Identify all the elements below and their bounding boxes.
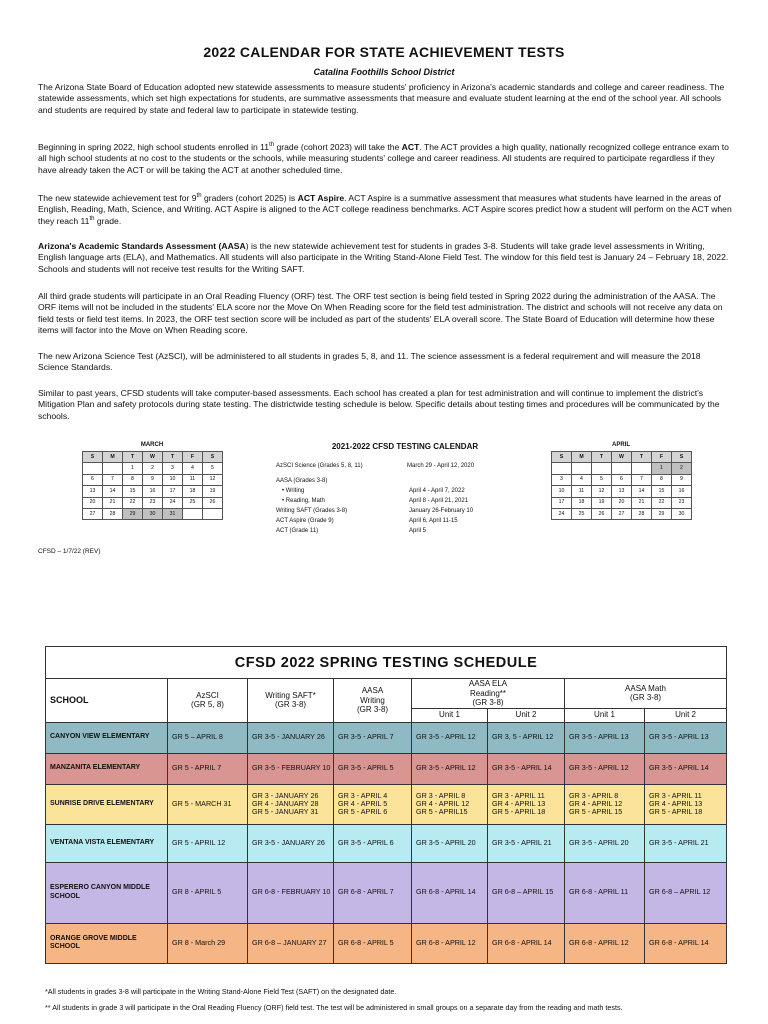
calendar-day: 26 (592, 508, 612, 519)
test-date-cell (645, 862, 727, 923)
test-date-cell (488, 784, 565, 824)
calendar-day: 14 (103, 486, 123, 497)
test-date: GR 5 - APRIL 18 (649, 807, 703, 817)
calendar-day-header: T (592, 452, 612, 463)
calendar-day: 27 (83, 508, 103, 519)
schedule-row (46, 862, 727, 923)
test-date-cell (168, 722, 248, 753)
test-date: GR 3-5 - APRIL 12 (416, 732, 476, 742)
testing-calendar-title: 2021-2022 CFSD TESTING CALENDAR (331, 442, 479, 451)
test-date: GR 3-5 - APRIL 7 (338, 732, 394, 742)
test-date: GR 3 - APRIL 11 (649, 790, 702, 800)
schedule-title: CFSD 2022 SPRING TESTING SCHEDULE (46, 647, 727, 679)
test-date: GR 3-5 - FEBRUARY 10 (252, 763, 331, 773)
aasa-label: AASA (Grades 3-8) (276, 478, 328, 484)
test-date: GR 3-5 - APRIL 13 (649, 732, 709, 742)
act-aspire-label: ACT Aspire (Grade 9) (276, 518, 334, 524)
calendar-day-header: T (163, 452, 183, 463)
test-date-cell (645, 722, 727, 753)
test-date-cell (168, 753, 248, 784)
aasa-paragraph (38, 241, 732, 275)
header-line: AASA (361, 686, 384, 695)
test-date: GR 3-5 - APRIL 20 (569, 837, 629, 847)
test-date-cell (334, 722, 412, 753)
test-date-cell (565, 862, 645, 923)
header-line: Reading** (469, 688, 507, 698)
test-date-cell (565, 923, 645, 963)
school-name: MANZANITA ELEMENTARY (46, 753, 168, 784)
test-date: GR 4 - APRIL 12 (569, 798, 623, 808)
test-date: GR 3 - JANUARY 26 (252, 790, 319, 800)
calendar-day (572, 463, 592, 474)
test-date-cell (488, 862, 565, 923)
calendar-day: 1 (652, 463, 672, 474)
azsci-header (168, 679, 248, 723)
superscript: th (196, 193, 202, 200)
calendar-day: 14 (632, 486, 652, 497)
test-date-cell (488, 923, 565, 963)
calendar-day: 13 (83, 486, 103, 497)
test-date-cell (248, 753, 334, 784)
header-line: AASA Math (625, 683, 666, 693)
march-calendar (82, 451, 223, 520)
calendar-day-header: W (612, 452, 632, 463)
test-date: GR 5 - APRIL 12 (172, 837, 226, 847)
test-date-cell (334, 923, 412, 963)
calendar-day-header: W (143, 452, 163, 463)
test-date-cell (488, 753, 565, 784)
test-date-cell (248, 722, 334, 753)
april-calendar (551, 451, 692, 520)
calendar-day: 4 (183, 463, 203, 474)
test-date: GR 3 - APRIL 11 (492, 790, 545, 800)
calendar-day: 20 (83, 497, 103, 508)
test-date: GR 3 - APRIL 8 (569, 790, 619, 800)
calendar-day: 16 (672, 486, 692, 497)
calendar-day: 31 (163, 508, 183, 519)
test-date: GR 5 - APRIL 18 (492, 807, 546, 817)
test-date-cell (168, 862, 248, 923)
test-date: GR 3-5 - APRIL 14 (492, 763, 552, 773)
test-date: GR 3-5 - APRIL 12 (569, 763, 629, 773)
schedule-row (46, 824, 727, 862)
act-date: April 5 (409, 528, 427, 534)
test-date: GR 6-8 – JANUARY 27 (252, 937, 327, 947)
calendar-day: 19 (592, 497, 612, 508)
calendar-day: 15 (123, 486, 143, 497)
calendar-day: 17 (552, 497, 572, 508)
calendar-day (632, 463, 652, 474)
saft-header (248, 679, 334, 723)
calendar-day-header: F (183, 452, 203, 463)
test-date: GR 6-8 - FEBRUARY 10 (252, 887, 331, 897)
calendar-day: 10 (163, 474, 183, 485)
test-date-cell (248, 784, 334, 824)
march-calendar-title: MARCH (140, 442, 164, 448)
calendar-day: 27 (612, 508, 632, 519)
text-run: ) is the new statewide achievement test for students in grades 3-8. Students will take grade level assessments in Writing, English language arts (ELA), and Mathematics. All students will also participate in the Writing Stand-Alone Field Test. The window for this field test is January 24 – February 18, 2022. Schools and students will not receive test results for the Writing SAFT. (38, 241, 729, 274)
test-date-cell (488, 722, 565, 753)
reading-math-label: • Reading, Math (282, 498, 325, 504)
writing-date: April 4 - April 7, 2022 (409, 488, 465, 494)
calendar-day: 24 (163, 497, 183, 508)
test-date: GR 3-5 - APRIL 6 (338, 837, 394, 847)
calendar-day: 13 (612, 486, 632, 497)
header-line: (GR 3-8) (356, 705, 389, 714)
calendar-day: 7 (103, 474, 123, 485)
calendar-day: 30 (143, 508, 163, 519)
calendar-day-header: S (672, 452, 692, 463)
district-name: Catalina Foothills School District (313, 67, 455, 77)
test-date-cell (645, 753, 727, 784)
act-paragraph (38, 142, 732, 176)
calendar-day: 2 (143, 463, 163, 474)
calendar-day: 15 (652, 486, 672, 497)
calendar-day: 8 (652, 474, 672, 485)
test-date: GR 5 - JANUARY 31 (252, 807, 319, 817)
footnote-orf: ** All students in grade 3 will participate in the Oral Reading Fluency (ORF) field test. The test will be administered in small groups on a separate day from the reading and math tests. (45, 1003, 623, 1012)
text-run: . The ACT provides a high quality, nationally recognized college entrance exam to all high school students at no cost to the students or the schools, while measuring students' college and career readiness. All students are required to participate regardless if they have already taken the ACT or will be taking the ACT at another scheduled time. (38, 142, 729, 175)
orf-paragraph: All third grade students will participate in an Oral Reading Fluency (ORF) test. The ORF test section is being field tested in Spring 2022 during the administration of the AASA. The ORF items will not be included in the students' ELA score nor the Move On When Reading score for the field test administration. The district and schools will not receive any data on field tests or field test items. In 2023, the ORF test section score will be included as part of the students' ELA overall score. The State Board of Education will determine how these items will factor into the Move on When Reading score. (38, 291, 723, 335)
text-run: Beginning in spring 2022, high school students enrolled in 11 (38, 142, 270, 152)
test-date: GR 3 - APRIL 8 (416, 790, 466, 800)
test-date: GR 6-8 - APRIL 14 (416, 887, 476, 897)
test-date-cell (334, 753, 412, 784)
schedule-row (46, 753, 727, 784)
calendar-day (612, 463, 632, 474)
calendar-day: 23 (672, 497, 692, 508)
act-aspire-paragraph (38, 193, 732, 227)
azsci-date: March 29 - April 12, 2020 (407, 463, 475, 469)
calendar-day: 12 (203, 474, 223, 485)
calendar-day: 10 (552, 486, 572, 497)
azsci-label: AzSCI Science (Grades 5, 8, 11) (276, 463, 363, 469)
test-date: GR 3-5 - APRIL 12 (416, 763, 476, 773)
superscript: th (269, 142, 275, 149)
ela-unit1-header: Unit 1 (412, 708, 488, 722)
test-date: GR 4 - APRIL 13 (649, 798, 703, 808)
calendar-day: 18 (572, 497, 592, 508)
school-header: SCHOOL (46, 679, 168, 723)
test-date: GR 5 - APRIL 7 (172, 763, 222, 773)
test-date: GR 3-5 - APRIL 14 (649, 763, 709, 773)
header-line: AASA ELA (468, 679, 508, 688)
calendar-day: 21 (632, 497, 652, 508)
test-date-cell (565, 722, 645, 753)
math-unit1-header: Unit 1 (565, 708, 645, 722)
act-aspire-date: April 6, April 11-15 (409, 518, 458, 524)
test-date: GR 6-8 - APRIL 12 (416, 937, 476, 947)
test-date-cell (334, 824, 412, 862)
calendar-day-header: M (103, 452, 123, 463)
calendar-day: 3 (163, 463, 183, 474)
header-line: AzSCI (196, 690, 219, 700)
test-date: GR 4 - JANUARY 28 (252, 798, 319, 808)
test-date: GR 6-8 - APRIL 14 (492, 937, 552, 947)
test-date: GR 3, 5 - APRIL 12 (492, 732, 554, 742)
header-line: Writing (360, 695, 385, 705)
page-title: 2022 CALENDAR FOR STATE ACHIEVEMENT TESTS (203, 44, 565, 60)
calendar-day: 25 (572, 508, 592, 519)
footnote-saft: *All students in grades 3-8 will participate in the Writing Stand-Alone Field Test (SAFT) on the designated date. (45, 987, 397, 996)
calendar-day: 22 (652, 497, 672, 508)
test-date: GR 3-5 - APRIL 21 (649, 837, 709, 847)
schedule-row (46, 722, 727, 753)
text-run: grade. (94, 215, 122, 226)
calendar-day-header: S (203, 452, 223, 463)
calendar-day: 20 (612, 497, 632, 508)
test-date: GR 3-5 - APRIL 13 (569, 732, 629, 742)
calendar-day-header: F (652, 452, 672, 463)
text-run: The new statewide achievement test for 9 (38, 193, 197, 203)
test-date: GR 5 - APRIL15 (416, 807, 468, 817)
test-date: GR 5 - APRIL 6 (338, 807, 388, 817)
calendar-day: 28 (632, 508, 652, 519)
calendar-day: 23 (143, 497, 163, 508)
school-name: ORANGE GROVE MIDDLE SCHOOL (46, 923, 168, 963)
test-date-cell (334, 784, 412, 824)
test-date: GR 4 - APRIL 12 (416, 798, 470, 808)
calendar-day: 9 (672, 474, 692, 485)
test-date: GR 6-8 - APRIL 12 (569, 937, 629, 947)
calendar-day: 6 (612, 474, 632, 485)
test-date: GR 5 – APRIL 8 (172, 732, 223, 742)
test-date: GR 6-8 - APRIL 14 (649, 937, 709, 947)
calendar-day: 18 (183, 486, 203, 497)
intro-paragraph: The Arizona State Board of Education adopted new statewide assessments to measure students' proficiency in Arizona's academic standards and college and career readiness. The statewide assessments, which set high expectations for students, are summative assessments that measure and evaluate student learning at the end of the school year. All schools and students are required by state and federal law to participate in statewide testing. (38, 82, 725, 115)
test-date-cell (565, 753, 645, 784)
test-date-cell (645, 824, 727, 862)
test-date-cell (412, 753, 488, 784)
calendar-day: 11 (572, 486, 592, 497)
schedule-row (46, 784, 727, 824)
test-date: GR 8 - APRIL 5 (172, 887, 222, 897)
text-run: grade (cohort 2023) will take the (274, 142, 402, 152)
calendar-day: 1 (123, 463, 143, 474)
calendar-day: 16 (143, 486, 163, 497)
school-name: CANYON VIEW ELEMENTARY (46, 722, 168, 753)
school-name: ESPERERO CANYON MIDDLE SCHOOL (46, 862, 168, 923)
calendar-day: 12 (592, 486, 612, 497)
calendar-day: 5 (203, 463, 223, 474)
schedule-row (46, 923, 727, 963)
calendar-day: 6 (83, 474, 103, 485)
test-date: GR 3 - APRIL 4 (338, 790, 388, 800)
act-label: ACT (Grade 11) (276, 528, 319, 534)
calendar-day (183, 508, 203, 519)
test-date-cell (412, 923, 488, 963)
calendar-day (203, 508, 223, 519)
calendar-day: 22 (123, 497, 143, 508)
april-calendar-title: APRIL (612, 442, 630, 448)
text-run: graders (cohort 2025) is (201, 193, 298, 203)
header-line: (GR 3-8) (472, 698, 504, 707)
saft-label: Writing SAFT (Grades 3-8) (276, 508, 348, 514)
school-name: VENTANA VISTA ELEMENTARY (46, 824, 168, 862)
text-run: . ACT Aspire is a summative assessment that measures what students have learned in the areas of English, Reading, Math, Science, and Writing. ACT Aspire is aligned to the ACT college readiness benchmarks. ACT Aspire scores predict how a student will perform on the ACT when they reach 11 (38, 193, 732, 226)
calendar-day: 7 (632, 474, 652, 485)
saft-date: January 26-February 10 (409, 508, 474, 514)
aasa-writing-header (334, 679, 412, 723)
calendar-day-header: M (572, 452, 592, 463)
school-name: SUNRISE DRIVE ELEMENTARY (46, 784, 168, 824)
calendar-day (592, 463, 612, 474)
bold-term: ACT (401, 142, 420, 152)
test-date-cell (645, 923, 727, 963)
test-date: GR 3-5 - JANUARY 26 (252, 732, 325, 742)
test-date: GR 6-8 - APRIL 7 (338, 887, 394, 897)
test-date: GR 5 - APRIL 15 (569, 807, 623, 817)
test-date-cell (248, 923, 334, 963)
header-line: (GR 3-8) (274, 700, 307, 710)
revision-note: CFSD – 1/7/22 (REV) (38, 548, 101, 555)
test-date-cell (412, 784, 488, 824)
test-date: GR 8 - March 29 (172, 937, 226, 947)
test-date: GR 3-5 - APRIL 20 (416, 837, 476, 847)
science-paragraph: The new Arizona Science Test (AzSCI), will be administered to all students in grades 5, 8, and 11. The science assessment is a federal requirement and will measure the 2018 Science Standards. (38, 351, 701, 373)
calendar-day (83, 463, 103, 474)
calendar-day: 5 (592, 474, 612, 485)
test-date-cell (412, 722, 488, 753)
calendar-day (552, 463, 572, 474)
bold-term: ACT Aspire (297, 193, 345, 203)
aasa-ela-header (412, 679, 565, 709)
test-date: GR 5 - MARCH 31 (172, 798, 232, 808)
spring-testing-schedule (45, 646, 727, 964)
test-date: GR 6-8 – APRIL 12 (649, 887, 711, 897)
test-date: GR 6-8 - APRIL 11 (569, 887, 629, 897)
test-date: GR 4 - APRIL 13 (492, 798, 546, 808)
test-date-cell (168, 923, 248, 963)
test-date-cell (334, 862, 412, 923)
calendar-day: 8 (123, 474, 143, 485)
computer-based-paragraph: Similar to past years, CFSD students will take computer-based assessments. Each school has created a plan for test administration and will continue to implement the district's Mitigation Plan and safety protocols during state testing. The districtwide testing schedule is below. Specific details about testing times and procedures will be communicated by the schools. (38, 388, 720, 421)
aasa-math-header (565, 679, 727, 709)
calendar-day: 11 (183, 474, 203, 485)
test-date-cell (565, 824, 645, 862)
test-date-cell (168, 784, 248, 824)
calendar-day: 29 (123, 508, 143, 519)
test-date-cell (412, 824, 488, 862)
calendar-day-header: T (123, 452, 143, 463)
writing-label: • Writing (282, 488, 305, 494)
calendar-day: 30 (672, 508, 692, 519)
superscript: th (89, 215, 95, 222)
header-line: (GR 5, 8) (191, 700, 224, 710)
calendar-day: 26 (203, 497, 223, 508)
test-date: GR 3-5 - APRIL 5 (338, 763, 394, 773)
test-date-cell (488, 824, 565, 862)
test-date-cell (412, 862, 488, 923)
calendar-day: 17 (163, 486, 183, 497)
ela-unit2-header: Unit 2 (488, 708, 565, 722)
test-date-cell (248, 824, 334, 862)
calendar-day: 25 (183, 497, 203, 508)
calendar-day: 21 (103, 497, 123, 508)
test-date-cell (168, 824, 248, 862)
reading-math-date: April 8 - April 21, 2021 (409, 498, 469, 504)
math-unit2-header: Unit 2 (645, 708, 727, 722)
calendar-day: 19 (203, 486, 223, 497)
test-date-cell (645, 784, 727, 824)
calendar-day: 4 (572, 474, 592, 485)
bold-term: Arizona's Academic Standards Assessment (AASA (38, 241, 246, 251)
test-date: GR 3-5 - APRIL 21 (492, 837, 552, 847)
calendar-day: 24 (552, 508, 572, 519)
test-date: GR 6-8 - APRIL 5 (338, 937, 394, 947)
calendar-day: 29 (652, 508, 672, 519)
test-date: GR 6-8 – APRIL 15 (492, 887, 554, 897)
header-line: Writing SAFT* (265, 690, 316, 700)
calendar-day: 2 (672, 463, 692, 474)
test-date-cell (565, 784, 645, 824)
calendar-day: 28 (103, 508, 123, 519)
test-date: GR 3-5 - JANUARY 26 (252, 837, 325, 847)
calendar-day-header: S (83, 452, 103, 463)
header-line: (GR 3-8) (629, 693, 662, 703)
test-date-cell (248, 862, 334, 923)
calendar-day-header: T (632, 452, 652, 463)
calendar-day: 3 (552, 474, 572, 485)
calendar-day (103, 463, 123, 474)
test-date: GR 4 - APRIL 5 (338, 798, 388, 808)
calendar-day: 9 (143, 474, 163, 485)
calendar-day-header: S (552, 452, 572, 463)
